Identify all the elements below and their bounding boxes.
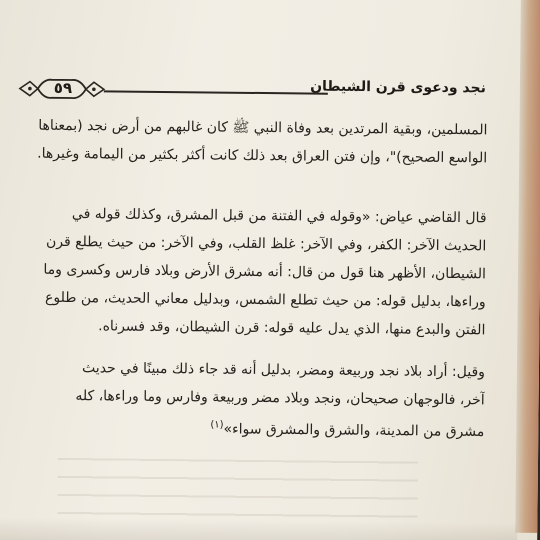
text-line: الواسع الصحيح)"، وإن فتن العراق بعد ذلك كانت أكثر بكثير من اليمامة وغيرها. xyxy=(37,145,488,167)
text-line: وراءها، بدليل قوله: من حيث تطلع الشمس، وبدليل معاني الحديث، من طلوع xyxy=(44,289,486,311)
text-line-last xyxy=(8,409,484,446)
paragraph-3 xyxy=(8,353,485,446)
text-line: آخر، فالوجهان صحيحان، ونجد وبلاد مضر وربيعة وفارس وما وراءها، كله xyxy=(75,388,485,409)
page-edge xyxy=(515,0,540,533)
text-line: الفتن والبدع منها، الذي يدل عليه قوله: قرن الشيطان، وقد فسرناه. xyxy=(98,318,486,339)
text-line-content: مشرق من المدينة، والشرق والمشرق سواء» xyxy=(223,421,485,441)
paragraph-2 xyxy=(9,199,486,344)
running-header-title: نجد ودعوى قرن الشيطان xyxy=(310,78,486,97)
paragraph-1 xyxy=(11,111,488,172)
bleed-through-text xyxy=(57,458,418,522)
running-header xyxy=(16,75,486,108)
page-number-ornament xyxy=(16,75,108,102)
page-number: ٥٩ xyxy=(53,78,73,98)
text-line: المسلمين، وبقية المرتدين بعد وفاة النبي ﷺ كان غالبهم من أرض نجد (بمعناها xyxy=(38,117,488,139)
text-line: الشيطان، الأظهر هنا قول من قال: أنه مشرق الأرض وبلاد فارس وكسرى وما xyxy=(43,261,487,283)
header-rule xyxy=(104,90,328,94)
text-line: قال القاضي عياض: «وقوله في الفتنة من قبل المشرق، وكذلك قوله في xyxy=(71,206,487,227)
text-line: الحديث الآخر: الكفر، وفي الآخر: غلظ القلب، وفي الآخر: من حيث يطلع قرن xyxy=(45,233,487,255)
page-shadow xyxy=(0,517,517,540)
text-line: وقيل: أراد بلاد نجد وربيعة ومضر، بدليل أنه قد جاء ذلك مبينًا في حديث xyxy=(82,360,486,381)
footnote-marker[interactable]: (١) xyxy=(210,419,224,431)
